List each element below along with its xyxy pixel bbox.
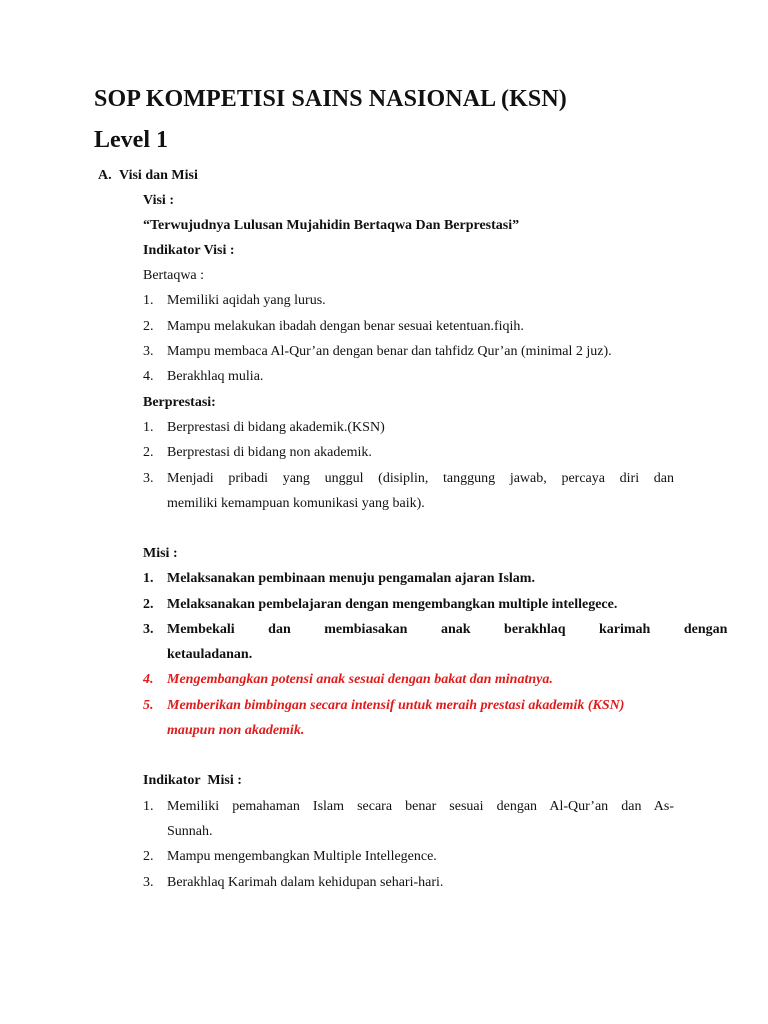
list-item: Berakhlaq Karimah dalam kehidupan sehari-hari. (167, 875, 444, 890)
list-number: 2. (143, 319, 154, 334)
list-number: 3. (143, 875, 154, 890)
list-number: 5. (143, 698, 154, 713)
list-item: Berprestasi di bidang non akademik. (167, 445, 372, 460)
list-number: 4. (143, 369, 154, 384)
misi-item: Membekali dan membiasakan anak berakhlaq karimah dengan (167, 622, 728, 637)
list-number: 2. (143, 445, 154, 460)
list-number: 2. (143, 849, 154, 864)
indikator-misi-label: Indikator Misi : (143, 773, 242, 788)
misi-item: Melaksanakan pembelajaran dengan mengembangkan multiple intellegece. (167, 597, 618, 612)
list-number: 3. (143, 471, 154, 486)
list-number: 4. (143, 672, 154, 687)
list-item: Menjadi pribadi yang unggul (disiplin, tanggung jawab, percaya diri dan (167, 471, 674, 486)
list-item: Berakhlaq mulia. (167, 369, 264, 384)
indikator-visi-label: Indikator Visi : (143, 243, 235, 258)
list-item-continuation: memiliki kemampuan komunikasi yang baik). (167, 496, 425, 511)
visi-statement: “Terwujudnya Lulusan Mujahidin Bertaqwa Dan Berprestasi” (143, 218, 520, 233)
list-number: 1. (143, 420, 154, 435)
list-item: Berprestasi di bidang akademik.(KSN) (167, 420, 385, 435)
list-number: 2. (143, 597, 154, 612)
misi-label: Misi : (143, 546, 178, 561)
misi-item-highlighted: Mengembangkan potensi anak sesuai dengan bakat dan minatnya. (167, 672, 553, 687)
list-item-continuation: Sunnah. (167, 824, 213, 839)
list-number: 3. (143, 344, 154, 359)
document-level: Level 1 (94, 127, 168, 153)
section-a-marker: A. (98, 168, 112, 183)
list-item: Mampu mengembangkan Multiple Intellegence. (167, 849, 437, 864)
misi-item-highlighted: Memberikan bimbingan secara intensif untuk meraih prestasi akademik (KSN) (167, 698, 625, 713)
misi-item-continuation: ketauladanan. (167, 647, 253, 662)
list-number: 3. (143, 622, 154, 637)
misi-item: Melaksanakan pembinaan menuju pengamalan ajaran Islam. (167, 571, 535, 586)
list-item: Memiliki aqidah yang lurus. (167, 293, 326, 308)
list-number: 1. (143, 293, 154, 308)
list-item: Mampu melakukan ibadah dengan benar sesuai ketentuan.fiqih. (167, 319, 524, 334)
list-item: Mampu membaca Al-Qur’an dengan benar dan tahfidz Qur’an (minimal 2 juz). (167, 344, 612, 359)
list-item: Memiliki pemahaman Islam secara benar sesuai dengan Al-Qur’an dan As- (167, 799, 674, 814)
misi-item-highlighted-continuation: maupun non akademik. (167, 723, 305, 738)
list-number: 1. (143, 571, 154, 586)
berprestasi-label: Berprestasi: (143, 395, 216, 410)
document-title: SOP KOMPETISI SAINS NASIONAL (KSN) (94, 86, 567, 112)
bertaqwa-label: Bertaqwa : (143, 268, 205, 283)
visi-label: Visi : (143, 193, 174, 208)
list-number: 1. (143, 799, 154, 814)
section-a-heading: Visi dan Misi (119, 168, 198, 183)
